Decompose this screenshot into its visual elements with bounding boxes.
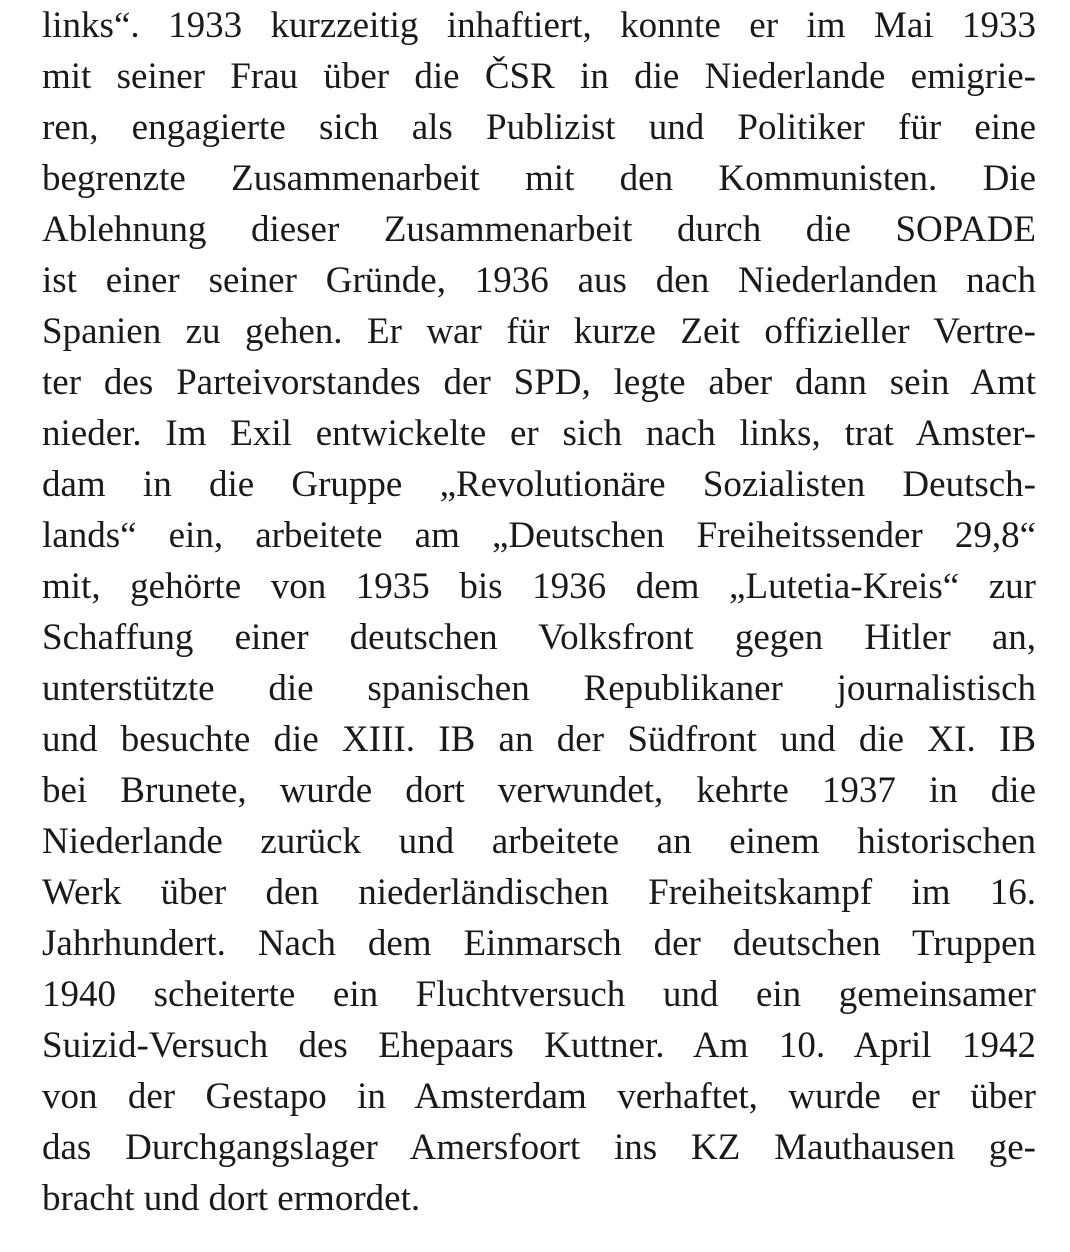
text-line: Spanien zu gehen. Er war für kurze Zeit offizieller Vertre- [42, 311, 1036, 352]
text-line: nieder. Im Exil entwickelte er sich nach links, trat Amster- [42, 413, 1036, 454]
text-line: 1940 scheiterte ein Fluchtversuch und ein gemeinsamer [42, 974, 1036, 1015]
text-line-last: bracht und dort ermordet. [42, 1178, 421, 1219]
text-line: von der Gestapo in Amsterdam verhaftet, wurde er über [42, 1076, 1036, 1117]
text-line: mit seiner Frau über die ČSR in die Niederlande emigrie- [42, 56, 1036, 97]
text-line: links“. 1933 kurzzeitig inhaftiert, konnte er im Mai 1933 [42, 5, 1036, 46]
text-line: dam in die Gruppe „Revolutionäre Sozialisten Deutsch- [42, 464, 1036, 505]
text-line: bei Brunete, wurde dort verwundet, kehrte 1937 in die [42, 770, 1036, 811]
text-line: Werk über den niederländischen Freiheitskampf im 16. [42, 872, 1036, 913]
text-line: Schaffung einer deutschen Volksfront gegen Hitler an, [42, 617, 1036, 658]
text-line: das Durchgangslager Amersfoort ins KZ Mauthausen ge- [42, 1127, 1036, 1168]
text-line: und besuchte die XIII. IB an der Südfront und die XI. IB [42, 719, 1036, 760]
text-line: Ablehnung dieser Zusammenarbeit durch die SOPADE [42, 209, 1036, 250]
text-line: Niederlande zurück und arbeitete an einem historischen [42, 821, 1036, 862]
text-line: lands“ ein, arbeitete am „Deutschen Freiheitssender 29,8“ [42, 515, 1036, 556]
text-line: begrenzte Zusammenarbeit mit den Kommunisten. Die [42, 158, 1036, 199]
text-line: ter des Parteivorstandes der SPD, legte aber dann sein Amt [42, 362, 1036, 403]
text-line: unterstützte die spanischen Republikaner journalistisch [42, 668, 1036, 709]
text-line: ist einer seiner Gründe, 1936 aus den Niederlanden nach [42, 260, 1036, 301]
text-line: Suizid-Versuch des Ehepaars Kuttner. Am 10. April 1942 [42, 1025, 1036, 1066]
text-line: ren, engagierte sich als Publizist und Politiker für eine [42, 107, 1036, 148]
text-line: Jahrhundert. Nach dem Einmarsch der deutschen Truppen [42, 923, 1036, 964]
text-line: mit, gehörte von 1935 bis 1936 dem „Lutetia-Kreis“ zur [42, 566, 1036, 607]
